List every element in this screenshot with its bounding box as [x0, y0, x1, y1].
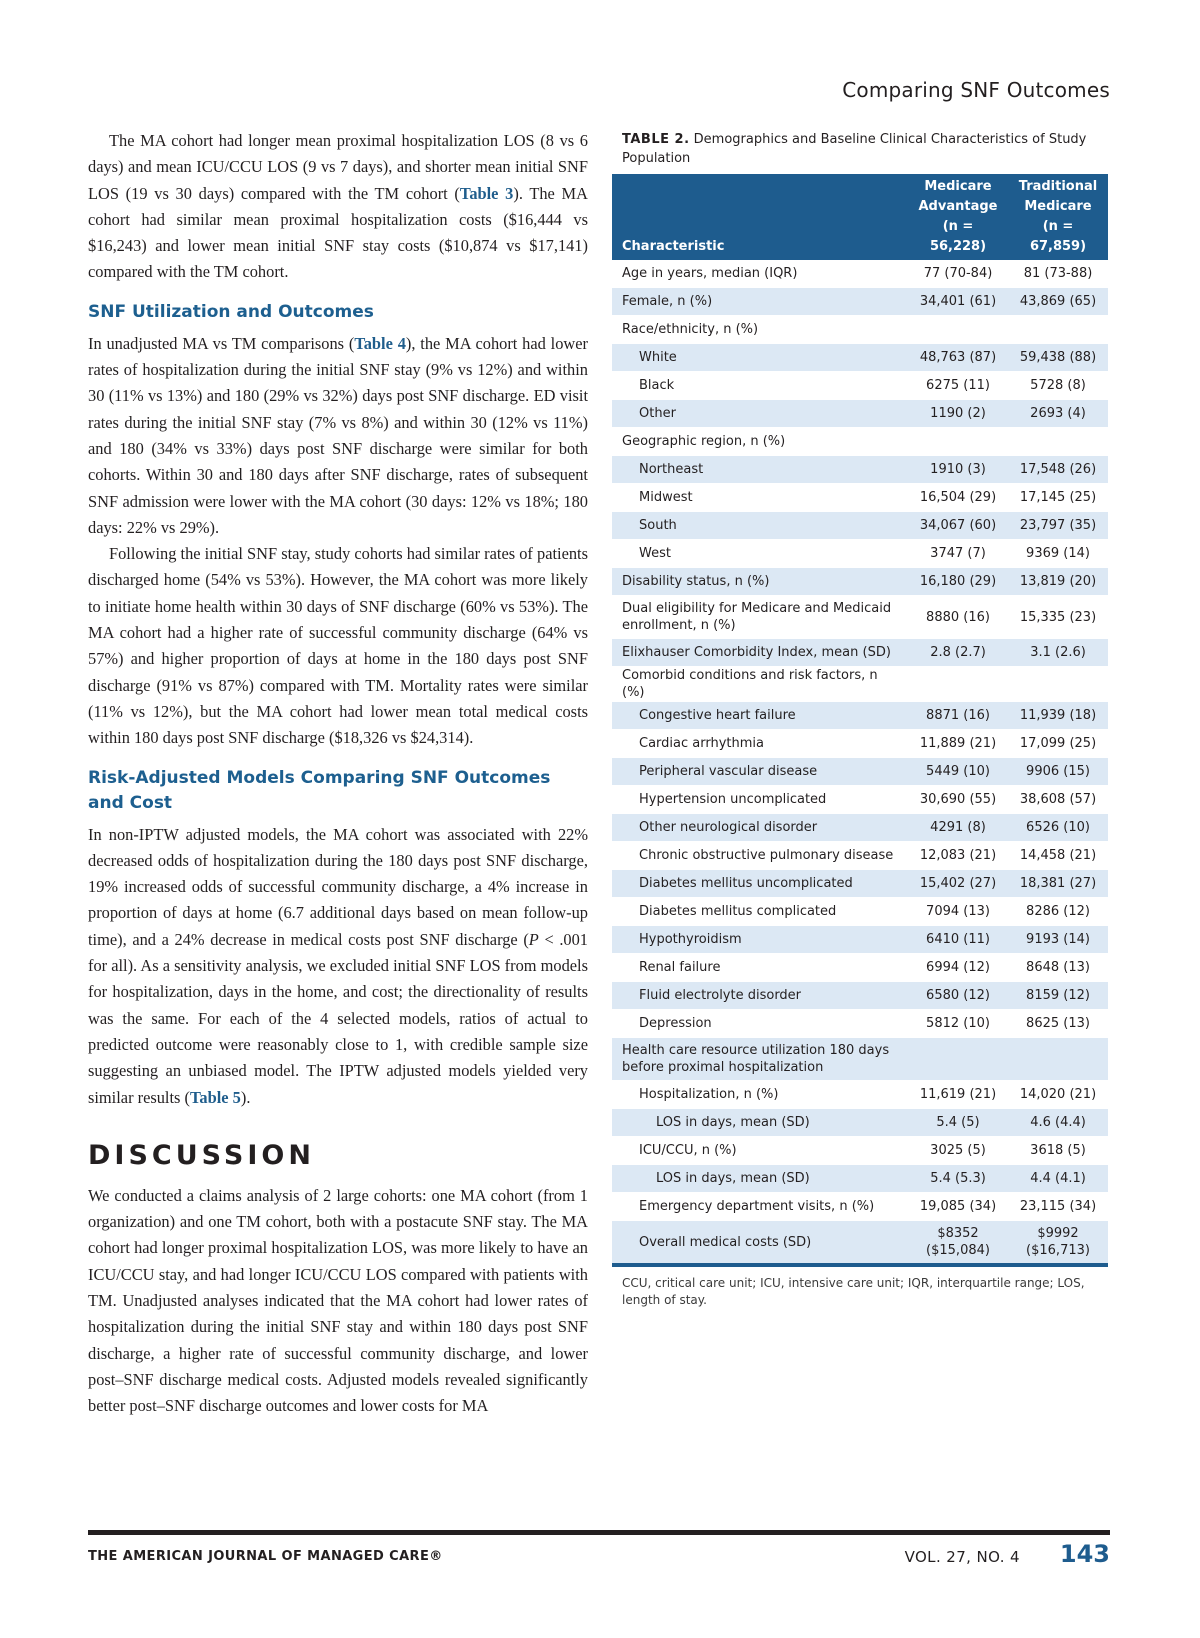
row-label: Black: [612, 372, 908, 400]
table-row: [612, 456, 1108, 484]
row-label: Other neurological disorder: [612, 814, 908, 842]
table-row: [612, 288, 1108, 316]
table-reference[interactable]: Table 5: [189, 1087, 241, 1107]
tm-value: [1008, 1038, 1108, 1081]
ma-value: [908, 428, 1008, 456]
table-row: [612, 400, 1108, 428]
tm-value: 14,458 (21): [1008, 842, 1108, 870]
table-row: [612, 758, 1108, 786]
tm-value: 8648 (13): [1008, 954, 1108, 982]
row-label: Depression: [612, 1010, 908, 1038]
footer-journal-name: THE AMERICAN JOURNAL OF MANAGED CARE®: [88, 1549, 443, 1564]
row-label: LOS in days, mean (SD): [612, 1165, 908, 1193]
tm-value: 23,115 (34): [1008, 1193, 1108, 1221]
tm-value: 13,819 (20): [1008, 568, 1108, 596]
row-label: Congestive heart failure: [612, 702, 908, 730]
row-label: West: [612, 540, 908, 568]
tm-value: 18,381 (27): [1008, 870, 1108, 898]
table-row: [612, 1221, 1108, 1266]
ma-value: 5.4 (5): [908, 1109, 1008, 1137]
ma-value: 77 (70-84): [908, 260, 1008, 288]
tm-value: 17,099 (25): [1008, 730, 1108, 758]
ma-value: 4291 (8): [908, 814, 1008, 842]
tm-value: 8159 (12): [1008, 982, 1108, 1010]
ma-value: 6580 (12): [908, 982, 1008, 1010]
ma-value: [908, 316, 1008, 344]
tm-value: [1008, 667, 1108, 702]
header-characteristic: Characteristic: [612, 174, 908, 260]
row-label: Other: [612, 400, 908, 428]
header-ma-line: Advantage: [918, 199, 998, 214]
table-row: [612, 667, 1108, 702]
tm-value: 6526 (10): [1008, 814, 1108, 842]
row-label: Overall medical costs (SD): [612, 1221, 908, 1266]
heading-discussion: DISCUSSION: [88, 1139, 315, 1171]
ma-value: 16,180 (29): [908, 568, 1008, 596]
tm-value: 8625 (13): [1008, 1010, 1108, 1038]
table-reference[interactable]: Table 3: [459, 183, 514, 203]
tm-value: 17,145 (25): [1008, 484, 1108, 512]
row-label: Chronic obstructive pulmonary disease: [612, 842, 908, 870]
table-2-container: [612, 130, 1108, 1309]
ma-value: [908, 667, 1008, 702]
ma-value: 1190 (2): [908, 400, 1008, 428]
table-row: [612, 842, 1108, 870]
tm-value: 43,869 (65): [1008, 288, 1108, 316]
table-row: [612, 1081, 1108, 1109]
row-label: Elixhauser Comorbidity Index, mean (SD): [612, 639, 908, 667]
table-row: [612, 260, 1108, 288]
tm-value: $9992 ($16,713): [1008, 1221, 1108, 1266]
running-head: Comparing SNF Outcomes: [842, 78, 1110, 102]
table-footnote: CCU, critical care unit; ICU, intensive care unit; IQR, interquartile range; LOS, length of stay.: [622, 1276, 1085, 1307]
row-label: Dual eligibility for Medicare and Medicaid enrollment, n (%): [612, 596, 908, 639]
row-label: Hypothyroidism: [612, 926, 908, 954]
tm-value: 4.6 (4.4): [1008, 1109, 1108, 1137]
demographics-table: [612, 174, 1108, 1267]
footer-page-number: 143: [1059, 1540, 1110, 1568]
ma-value: 8871 (16): [908, 702, 1008, 730]
tm-value: 3.1 (2.6): [1008, 639, 1108, 667]
tm-value: 9193 (14): [1008, 926, 1108, 954]
paragraph-los-costs: The MA cohort had longer mean proximal hospitalization LOS (8 vs 6 days) and mean ICU/CCU LOS (9 vs 7 days), and shorter mean initial SNF LOS (19 vs 30 days) compared with the TM cohort (Table 3). The MA cohort had similar mean proximal hospitalization costs ($16,444 vs $16,243) and lower mean initial SNF stay costs ($10,874 vs $17,141) compared with the TM cohort.: [88, 131, 588, 282]
table-row: [612, 372, 1108, 400]
table-row: [612, 982, 1108, 1010]
ma-value: 6994 (12): [908, 954, 1008, 982]
row-label: Northeast: [612, 456, 908, 484]
ma-value: 8880 (16): [908, 596, 1008, 639]
tm-value: 17,548 (26): [1008, 456, 1108, 484]
table-header-row: [612, 174, 1108, 260]
tm-value: 5728 (8): [1008, 372, 1108, 400]
table-row: [612, 954, 1108, 982]
row-label: ICU/CCU, n (%): [612, 1137, 908, 1165]
italic-text: P: [528, 929, 539, 949]
row-label: Renal failure: [612, 954, 908, 982]
row-label: Diabetes mellitus uncomplicated: [612, 870, 908, 898]
header-tm-line: Medicare: [1024, 199, 1092, 214]
heading-snf-utilization: SNF Utilization and Outcomes: [88, 301, 374, 322]
table-row: [612, 1137, 1108, 1165]
table-row: [612, 1038, 1108, 1081]
ma-value: 2.8 (2.7): [908, 639, 1008, 667]
table-row: [612, 786, 1108, 814]
row-label: Emergency department visits, n (%): [612, 1193, 908, 1221]
row-label: South: [612, 512, 908, 540]
tm-value: 9906 (15): [1008, 758, 1108, 786]
row-label: Cardiac arrhythmia: [612, 730, 908, 758]
table-row: [612, 1193, 1108, 1221]
left-column: [88, 128, 588, 1419]
table-body: [612, 260, 1108, 1265]
tm-value: 59,438 (88): [1008, 344, 1108, 372]
ma-value: 6410 (11): [908, 926, 1008, 954]
ma-value: $8352 ($15,084): [908, 1221, 1008, 1266]
table-row: [612, 870, 1108, 898]
header-ma-line: (n = 56,228): [929, 219, 987, 254]
row-label: Comorbid conditions and risk factors, n (%): [612, 667, 908, 702]
ma-value: 16,504 (29): [908, 484, 1008, 512]
row-label: Age in years, median (IQR): [612, 260, 908, 288]
ma-value: 5812 (10): [908, 1010, 1008, 1038]
table-row: [612, 814, 1108, 842]
paragraph-discussion: We conducted a claims analysis of 2 large cohorts: one MA cohort (from 1 organization) and one TM cohort, both with a postacute SNF stay. The MA cohort had longer proximal hospitalization LOS, was more likely to have an ICU/CCU stay, and had longer ICU/CCU LOS compared with patients with TM. Unadjusted analyses indicated that the MA cohort had lower rates of hospitalization during the initial SNF stay and within 180 days post SNF discharge, a higher rate of successful community discharge, and lower post–SNF discharge medical costs. Adjusted models revealed significantly better post–SNF discharge outcomes and lower costs for MA: [88, 1185, 588, 1416]
ma-value: 15,402 (27): [908, 870, 1008, 898]
tm-value: [1008, 428, 1108, 456]
paragraph-unadjusted-comparisons: In unadjusted MA vs TM comparisons (Table 4), the MA cohort had lower rates of hospitalization during the initial SNF stay (9% vs 12%) and within 30 (11% vs 13%) and 180 (29% vs 32%) days post SNF discharge. ED visit rates during the initial SNF stay (7% vs 8%) and within 30 (12% vs 11%) and 180 (34% vs 33%) days post SNF discharge were similar for both cohorts. Within 30 and 180 days after SNF discharge, rates of subsequent SNF admission were lower with the MA cohort (30 days: 12% vs 18%; 180 days: 22% vs 29%).: [88, 333, 588, 537]
ma-value: 5449 (10): [908, 758, 1008, 786]
ma-value: 34,067 (60): [908, 512, 1008, 540]
row-label: Female, n (%): [612, 288, 908, 316]
ma-value: 11,619 (21): [908, 1081, 1008, 1109]
table-title-text: Demographics and Baseline Clinical Characteristics of Study Population: [622, 132, 1087, 166]
row-label: Diabetes mellitus complicated: [612, 898, 908, 926]
ma-value: 48,763 (87): [908, 344, 1008, 372]
tm-value: 81 (73-88): [1008, 260, 1108, 288]
tm-value: 15,335 (23): [1008, 596, 1108, 639]
row-label: Geographic region, n (%): [612, 428, 908, 456]
tm-value: 9369 (14): [1008, 540, 1108, 568]
footer-volume: VOL. 27, NO. 4: [904, 1548, 1020, 1566]
table-row: [612, 344, 1108, 372]
tm-value: 4.4 (4.1): [1008, 1165, 1108, 1193]
header-traditional-medicare: [1008, 174, 1108, 260]
tm-value: 2693 (4): [1008, 400, 1108, 428]
ma-value: 11,889 (21): [908, 730, 1008, 758]
header-medicare-advantage: [908, 174, 1008, 260]
paragraph-discharge-outcomes: Following the initial SNF stay, study cohorts had similar rates of patients discharged home (54% vs 53%). However, the MA cohort was more likely to initiate home health within 30 days of SNF discharge (60% vs 53%). The MA cohort had a higher rate of successful community discharge (64% vs 57%) and higher proportion of days at home in the 180 days post SNF discharge (91% vs 87%) compared with TM. Mortality rates were similar (11% vs 12%), but the MA cohort had lower mean total medical costs within 180 days post SNF discharge ($18,326 vs $24,314).: [88, 544, 588, 748]
table-row: [612, 898, 1108, 926]
ma-value: 19,085 (34): [908, 1193, 1008, 1221]
ma-value: 5.4 (5.3): [908, 1165, 1008, 1193]
table-row: [612, 484, 1108, 512]
row-label: White: [612, 344, 908, 372]
row-label: Race/ethnicity, n (%): [612, 316, 908, 344]
ma-value: 12,083 (21): [908, 842, 1008, 870]
footer-rule: [88, 1530, 1110, 1535]
table-row: [612, 639, 1108, 667]
row-label: Midwest: [612, 484, 908, 512]
table-row: [612, 568, 1108, 596]
row-label: LOS in days, mean (SD): [612, 1109, 908, 1137]
table-row: [612, 730, 1108, 758]
table-row: [612, 316, 1108, 344]
ma-value: [908, 1038, 1008, 1081]
row-label: Peripheral vascular disease: [612, 758, 908, 786]
ma-value: 34,401 (61): [908, 288, 1008, 316]
tm-value: 38,608 (57): [1008, 786, 1108, 814]
header-tm-line: Traditional: [1018, 179, 1098, 194]
header-tm-line: (n = 67,859): [1029, 219, 1087, 254]
ma-value: 1910 (3): [908, 456, 1008, 484]
table-row: [612, 512, 1108, 540]
row-label: Hospitalization, n (%): [612, 1081, 908, 1109]
row-label: Hypertension uncomplicated: [612, 786, 908, 814]
table-row: [612, 1165, 1108, 1193]
table-row: [612, 702, 1108, 730]
tm-value: 11,939 (18): [1008, 702, 1108, 730]
table-row: [612, 1109, 1108, 1137]
row-label: Health care resource utilization 180 days before proximal hospitalization: [612, 1038, 908, 1081]
heading-risk-adjusted-models: Risk-Adjusted Models Comparing SNF Outcomes and Cost: [88, 767, 551, 813]
ma-value: 7094 (13): [908, 898, 1008, 926]
table-row: [612, 1010, 1108, 1038]
table-title: [622, 130, 1098, 168]
table-row: [612, 428, 1108, 456]
tm-value: 8286 (12): [1008, 898, 1108, 926]
row-label: Disability status, n (%): [612, 568, 908, 596]
table-row: [612, 596, 1108, 639]
paragraph-adjusted-models: In non-IPTW adjusted models, the MA cohort was associated with 22% decreased odds of hospitalization during the 180 days post SNF discharge, 19% increased odds of successful community discharge, a 4% increase in proportion of days at home (6.7 additional days based on mean follow-up time), and a 24% decrease in medical costs post SNF discharge (P < .001 for all). As a sensitivity analysis, we excluded initial SNF LOS from models for hospitalization, days in the home, and cost; the directionality of results was the same. For each of the 4 selected models, ratios of actual to predicted outcome were reasonably close to 1, with credible sample size suggesting an unbiased model. The IPTW adjusted models yielded very similar results (Table 5).: [88, 824, 589, 1107]
tm-value: [1008, 316, 1108, 344]
table-reference[interactable]: Table 4: [354, 333, 406, 353]
tm-value: 23,797 (35): [1008, 512, 1108, 540]
table-row: [612, 926, 1108, 954]
ma-value: 3747 (7): [908, 540, 1008, 568]
ma-value: 30,690 (55): [908, 786, 1008, 814]
ma-value: 3025 (5): [908, 1137, 1008, 1165]
tm-value: 14,020 (21): [1008, 1081, 1108, 1109]
table-label: TABLE 2.: [622, 132, 690, 147]
table-row: [612, 540, 1108, 568]
tm-value: 3618 (5): [1008, 1137, 1108, 1165]
ma-value: 6275 (11): [908, 372, 1008, 400]
header-ma-line: Medicare: [924, 179, 992, 194]
row-label: Fluid electrolyte disorder: [612, 982, 908, 1010]
